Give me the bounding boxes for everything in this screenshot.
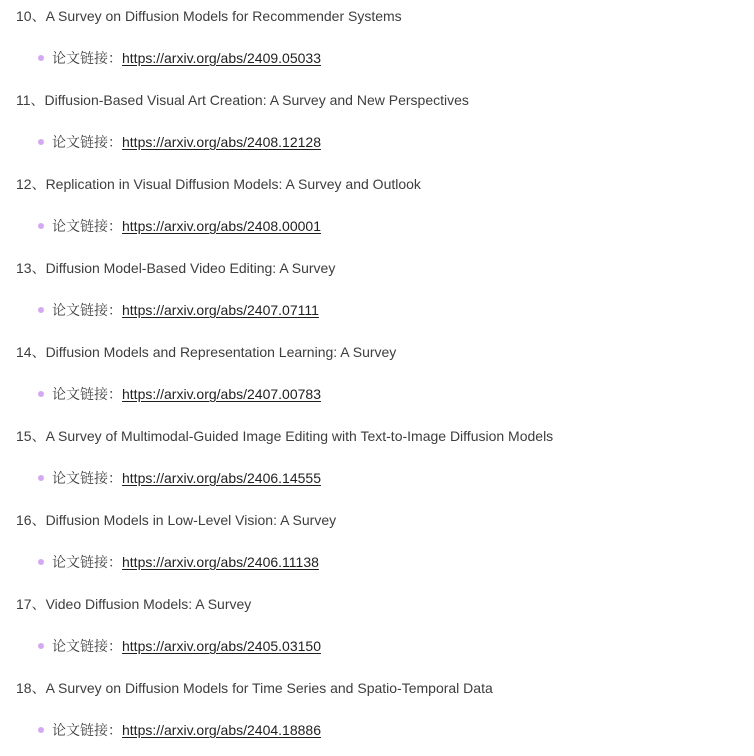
- paper-link[interactable]: https://arxiv.org/abs/2408.00001: [122, 218, 321, 234]
- paper-link-label: 论文链接：: [52, 218, 122, 234]
- paper-link[interactable]: https://arxiv.org/abs/2407.07111: [122, 302, 319, 318]
- paper-title: 11、Diffusion-Based Visual Art Creation: A Survey and New Perspectives: [16, 92, 469, 108]
- paper-link-row: [38, 553, 319, 571]
- paper-link-label: 论文链接：: [52, 722, 122, 738]
- paper-link[interactable]: https://arxiv.org/abs/2405.03150: [122, 638, 321, 654]
- paper-link[interactable]: https://arxiv.org/abs/2406.11138: [122, 554, 319, 570]
- paper-title: 18、A Survey on Diffusion Models for Time Series and Spatio-Temporal Data: [16, 680, 493, 696]
- bullet-dot-icon: [38, 727, 44, 733]
- paper-link-label: 论文链接：: [52, 638, 122, 654]
- paper-entry: [0, 420, 754, 504]
- bullet-dot-icon: [38, 391, 44, 397]
- paper-link-row: [38, 133, 321, 151]
- bullet-dot-icon: [38, 307, 44, 313]
- paper-link-row: [38, 469, 321, 487]
- paper-title: 12、Replication in Visual Diffusion Models: A Survey and Outlook: [16, 176, 421, 192]
- paper-link-row: [38, 217, 321, 235]
- bullet-dot-icon: [38, 223, 44, 229]
- paper-title: 17、Video Diffusion Models: A Survey: [16, 596, 252, 612]
- paper-link[interactable]: https://arxiv.org/abs/2409.05033: [122, 50, 321, 66]
- paper-link-label: 论文链接：: [52, 134, 122, 150]
- paper-entry: [0, 504, 754, 588]
- paper-entry: [0, 0, 754, 84]
- paper-link-row: [38, 49, 321, 67]
- paper-link-label: 论文链接：: [52, 554, 122, 570]
- paper-link[interactable]: https://arxiv.org/abs/2406.14555: [122, 470, 321, 486]
- paper-link-label: 论文链接：: [52, 302, 122, 318]
- paper-title: 14、Diffusion Models and Representation Learning: A Survey: [16, 344, 397, 360]
- bullet-dot-icon: [38, 139, 44, 145]
- paper-title: 10、A Survey on Diffusion Models for Recommender Systems: [16, 8, 402, 24]
- paper-link-row: [38, 721, 321, 739]
- paper-entry: [0, 672, 754, 756]
- paper-title: 15、A Survey of Multimodal-Guided Image Editing with Text-to-Image Diffusion Models: [16, 428, 554, 444]
- paper-link-label: 论文链接：: [52, 470, 122, 486]
- paper-entry: [0, 252, 754, 336]
- bullet-dot-icon: [38, 475, 44, 481]
- paper-entry: [0, 168, 754, 252]
- paper-title: 13、Diffusion Model-Based Video Editing: A Survey: [16, 260, 336, 276]
- paper-link[interactable]: https://arxiv.org/abs/2407.00783: [122, 386, 321, 402]
- paper-entry: [0, 588, 754, 672]
- paper-entry: [0, 84, 754, 168]
- bullet-dot-icon: [38, 55, 44, 61]
- paper-link-row: [38, 637, 321, 655]
- paper-link-label: 论文链接：: [52, 50, 122, 66]
- paper-link[interactable]: https://arxiv.org/abs/2404.18886: [122, 722, 321, 738]
- paper-title: 16、Diffusion Models in Low-Level Vision: A Survey: [16, 512, 337, 528]
- paper-link-label: 论文链接：: [52, 386, 122, 402]
- bullet-dot-icon: [38, 643, 44, 649]
- paper-link-row: [38, 385, 321, 403]
- bullet-dot-icon: [38, 559, 44, 565]
- paper-link-row: [38, 301, 319, 319]
- paper-entry: [0, 336, 754, 420]
- paper-link[interactable]: https://arxiv.org/abs/2408.12128: [122, 134, 321, 150]
